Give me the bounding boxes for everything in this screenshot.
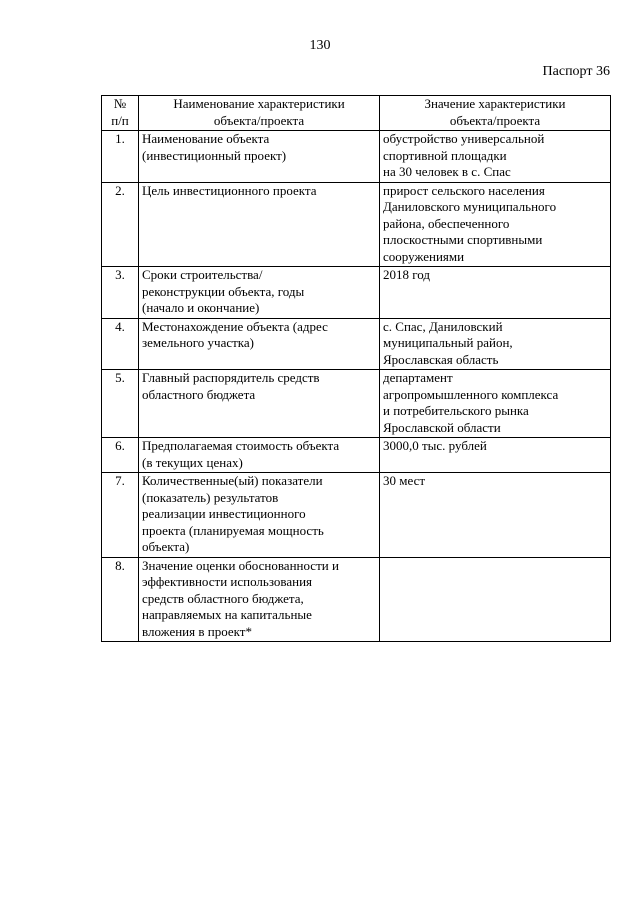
row-number: 7. — [102, 473, 139, 558]
table-row — [102, 557, 611, 642]
row-value: прирост сельского населения Даниловского муниципального района, обеспеченного плоскостными спортивными сооружениями — [380, 182, 611, 267]
header-name: Наименование характеристики объекта/проекта — [139, 96, 380, 131]
table-row — [102, 267, 611, 319]
header-number: № п/п — [102, 96, 139, 131]
row-number: 4. — [102, 318, 139, 370]
row-name: Наименование объекта (инвестиционный проект) — [139, 131, 380, 183]
row-value: 30 мест — [380, 473, 611, 558]
passport-table — [101, 95, 611, 642]
row-number: 6. — [102, 438, 139, 473]
passport-label: Паспорт 36 — [542, 64, 610, 79]
table-header-row — [102, 96, 611, 131]
header-value: Значение характеристики объекта/проекта — [380, 96, 611, 131]
row-name: Цель инвестиционного проекта — [139, 182, 380, 267]
row-name: Главный распорядитель средств областного бюджета — [139, 370, 380, 438]
row-number: 3. — [102, 267, 139, 319]
row-value: обустройство универсальной спортивной площадки на 30 человек в с. Спас — [380, 131, 611, 183]
table-row — [102, 438, 611, 473]
table-row — [102, 473, 611, 558]
table-row — [102, 131, 611, 183]
page-number: 130 — [309, 38, 331, 53]
row-name: Местонахождение объекта (адрес земельного участка) — [139, 318, 380, 370]
row-value: 3000,0 тыс. рублей — [380, 438, 611, 473]
row-name: Количественные(ый) показатели (показатель) результатов реализации инвестиционного проекта (планируемая мощность объекта) — [139, 473, 380, 558]
row-value: 2018 год — [380, 267, 611, 319]
row-name: Значение оценки обоснованности и эффективности использования средств областного бюджета, направляемых на капитальные вложения в проект* — [139, 557, 380, 642]
row-name: Сроки строительства/ реконструкции объекта, годы (начало и окончание) — [139, 267, 380, 319]
row-number: 2. — [102, 182, 139, 267]
row-number: 8. — [102, 557, 139, 642]
row-value: департамент агропромышленного комплекса и потребительского рынка Ярославской области — [380, 370, 611, 438]
row-number: 5. — [102, 370, 139, 438]
row-number: 1. — [102, 131, 139, 183]
row-name: Предполагаемая стоимость объекта (в текущих ценах) — [139, 438, 380, 473]
table-row — [102, 182, 611, 267]
row-value: с. Спас, Даниловский муниципальный район, Ярославская область — [380, 318, 611, 370]
row-value — [380, 557, 611, 642]
table-row — [102, 318, 611, 370]
table-row — [102, 370, 611, 438]
